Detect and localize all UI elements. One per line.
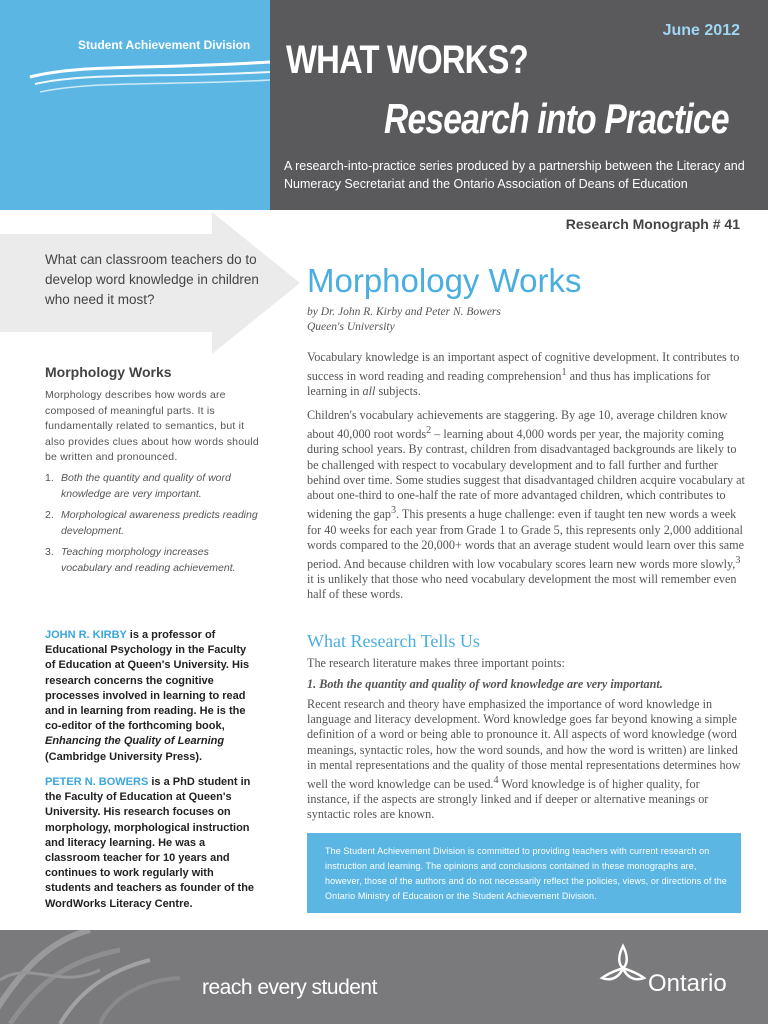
footnote-ref: 4	[493, 775, 499, 787]
paragraph	[307, 408, 745, 603]
paragraph: The research literature makes three important points:	[307, 656, 565, 670]
author-bio-kirby	[45, 628, 255, 765]
text: – learning about 4,000 words per year, the majority coming during school years. By contrast, children from disadvantaged backgrounds are likely to be challenged with respect to vocabulary development and to fall further and further behind over time. Some studies suggest that disadvantaged children acquire vocabulary at about one-third to one-half the rate of more advantaged children, which contributes to widening the gap	[307, 427, 745, 522]
byline-authors: by Dr. John R. Kirby and Peter N. Bowers	[307, 306, 501, 318]
list-number: 2.	[45, 509, 54, 521]
article-title: Morphology Works	[307, 262, 582, 299]
text: Children's vocabulary achievements are staggering. By age 10, average children know about 40,000 root words	[307, 408, 728, 442]
monograph-number: Research Monograph # 41	[565, 216, 740, 232]
list-number: 3.	[45, 546, 54, 558]
footnote-ref: 1	[561, 367, 567, 379]
decorative-swoosh-graphic	[0, 930, 200, 1024]
author-name: PETER N. BOWERS	[45, 776, 149, 788]
bio-text: (Cambridge University Press).	[45, 750, 203, 763]
list-text: Both the quantity and quality of word knowledge are very important.	[61, 472, 231, 500]
byline	[307, 305, 501, 335]
bio-text: is a PhD student in the Faculty of Education at Queen's University. His research focuses on morphology, morphological instruction and literacy learning. He was a classroom teacher for 10 years and continues to work regularly with students and teachers as founder of the WordWorks Literacy Centre.	[45, 776, 255, 910]
series-title: WHAT WORKS?	[286, 38, 528, 82]
author-bio-bowers	[45, 775, 255, 912]
list-item	[45, 471, 260, 502]
list-item	[45, 545, 260, 576]
footnote-ref: 2	[426, 425, 432, 437]
text: Vocabulary knowledge is an important aspect of cognitive development. It contributes to success in word reading and reading comprehension	[307, 350, 740, 384]
footer-tagline: reach every student	[202, 976, 377, 999]
book-title: Enhancing the Quality of Learning	[45, 735, 225, 748]
issue-date: June 2012	[662, 22, 740, 39]
text: subjects.	[375, 384, 421, 399]
list-text: Morphological awareness predicts reading development.	[61, 509, 258, 537]
text: Word knowledge is of higher quality, for instance, if the aspects are strongly linked and if deeper or alternative meanings or syntactic roles are known.	[307, 777, 709, 822]
bio-text: is a professor of Educational Psychology in the Faculty of Education at Queen's University. His research concerns the cognitive processes involved in learning to read and in learning from reading. He is the co-editor of the forthcoming book,	[45, 629, 250, 733]
wave-lines-graphic	[20, 52, 270, 112]
paragraph	[307, 350, 745, 400]
paragraph	[307, 697, 745, 823]
emphasis: all	[362, 384, 376, 399]
sidebar-points	[45, 471, 260, 582]
author-name: JOHN R. KIRBY	[45, 629, 127, 641]
callout-question: What can classroom teachers do to develop word knowledge in children who need it most?	[45, 252, 259, 307]
text: and thus has implications for learning in	[307, 369, 711, 399]
text: it is unlikely that those who need vocabulary development the most will remember even half of these words.	[307, 572, 737, 602]
trillium-logo-icon	[598, 942, 648, 988]
sidebar-heading: Morphology Works	[45, 364, 172, 380]
series-description: A research-into-practice series produced by a partnership between the Literacy and Numeracy Secretariat and the Ontario Association of Deans of Education	[284, 159, 745, 191]
footnote-ref: 3	[735, 554, 741, 566]
division-name: Student Achievement Division	[78, 38, 251, 52]
header-blue-panel	[0, 0, 270, 210]
list-text: Teaching morphology increases vocabulary and reading achievement.	[61, 546, 236, 574]
footer-band	[0, 930, 768, 1024]
text: . This presents a huge challenge: even if taught ten new words a week for 40 weeks for each year from Grade 1 to Grade 5, this represents only 2,000 additional words compared to the 20,000+ words that an average student would learn over this same period. And because children with low vocabulary scores learn new words more slowly,	[307, 507, 745, 572]
footnote-ref: 3	[390, 505, 397, 517]
key-point: 1. Both the quantity and quality of word knowledge are very important.	[307, 677, 663, 691]
disclaimer-text: The Student Achievement Division is committed to providing teachers with current research on instruction and learning. The opinions and conclusions contained in these monographs are, however, those of the authors and do not necessarily reflect the policies, views, or directions of the Ontario Ministry of Education or the Student Achievement Division.	[325, 846, 727, 901]
ontario-wordmark: Ontario	[648, 970, 727, 997]
list-number: 1.	[45, 472, 54, 484]
series-subtitle: Research into Practice	[384, 95, 729, 142]
byline-affiliation: Queen's University	[307, 321, 395, 333]
section-heading: What Research Tells Us	[307, 631, 480, 651]
list-item	[45, 508, 260, 539]
text: Recent research and theory have emphasized the importance of word knowledge in language and literacy development. Word knowledge goes far beyond knowing a simple definition of a word or being able to pronounce it. All aspects of word knowledge (word meanings, syntactic roles, how the word sounds, and how the word is written) are linked in mental representations and the quality of those mental representations determines how well the word knowledge can be used.	[307, 697, 741, 792]
disclaimer-box	[307, 833, 741, 913]
sidebar-intro: Morphology describes how words are composed of meaningful parts. It is fundamentally related to semantics, but it also provides clues about how words should be written and pronounced.	[45, 389, 259, 463]
